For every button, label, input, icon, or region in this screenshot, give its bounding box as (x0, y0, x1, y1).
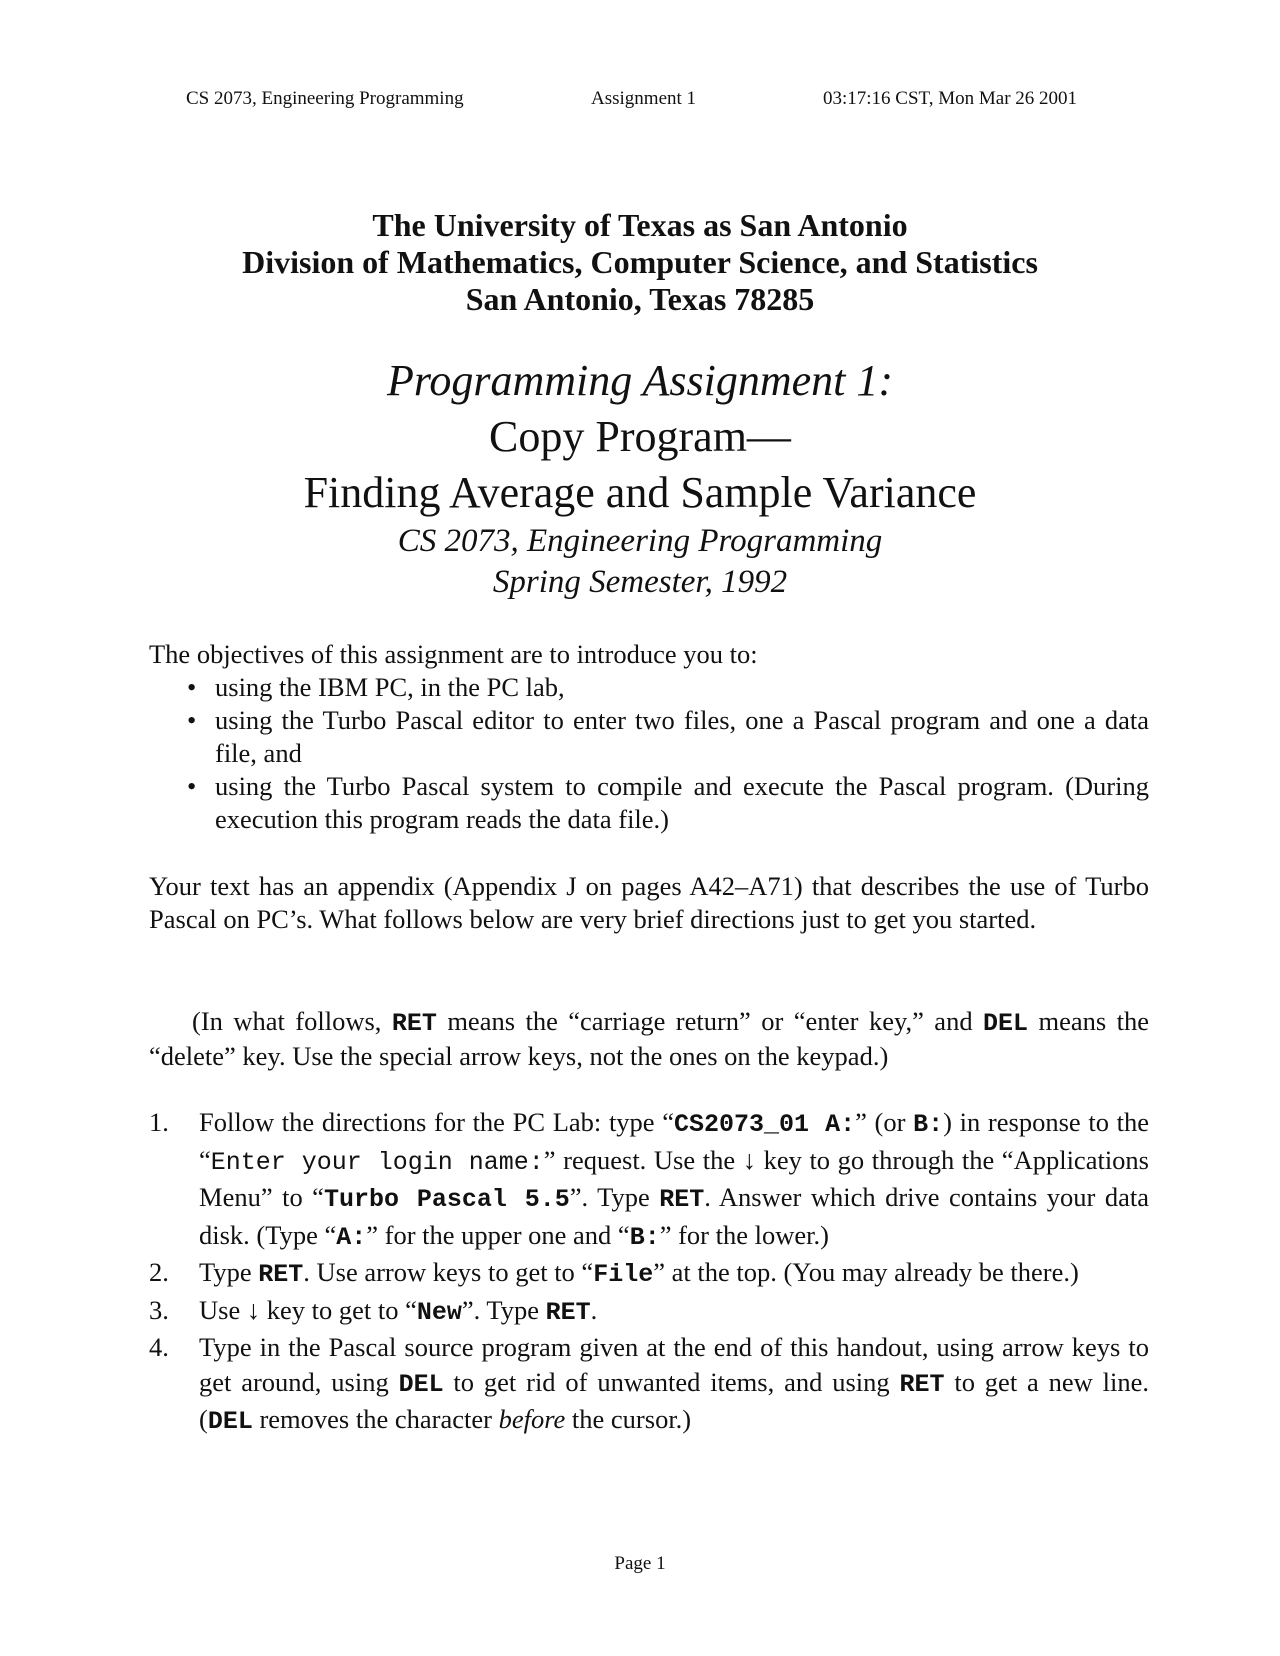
step-number: 1. (149, 1107, 169, 1137)
text-run: ”. Type (461, 1294, 546, 1325)
text-run: ” for the upper one and “ (366, 1219, 630, 1250)
text-run: ” at the top. (You may already be there.) (653, 1257, 1079, 1287)
text-run: ”. Type (569, 1182, 660, 1212)
ret-key-label: RET (545, 1297, 591, 1327)
running-header (186, 88, 1094, 114)
institution-address: San Antonio, Texas 78285 (465, 281, 815, 317)
list-item (149, 671, 1149, 704)
text-run: . Answer which drive contains your data disk. (Type “ (199, 1182, 1150, 1250)
text-run: ” (or (855, 1107, 914, 1137)
assignment-title: Programming Assignment 1: (387, 356, 893, 405)
bullet-icon: • (187, 672, 197, 702)
semester: Spring Semester, 1992 (492, 564, 788, 600)
bullet-icon: • (187, 705, 197, 735)
text-run: Type (199, 1257, 259, 1287)
step-4 (149, 1330, 1149, 1440)
text-run: to get rid of unwanted items, and using (443, 1366, 900, 1397)
step-2 (149, 1255, 1149, 1293)
assignment-subtitle-1: Copy Program— (489, 412, 791, 461)
text-run: . (590, 1294, 598, 1325)
header-course: CS 2073, Engineering Programming (186, 88, 464, 109)
login-code: CS2073_01 A: (674, 1110, 856, 1139)
step-number: 3. (149, 1294, 169, 1325)
text-run: ” request. Use the ↓ key to go through the “Applications Menu” to “ (199, 1144, 1149, 1212)
text-run: . Use arrow keys to get to “ (303, 1257, 594, 1287)
appendix-paragraph: Your text has an appendix (Appendix J on pages A42–A71) that describes the use of Turbo Pascal on PC’s. What follows below are very brief directions just to get you started. (149, 871, 1149, 934)
objective-text: using the Turbo Pascal editor to enter two files, one a Pascal program and one a data file, and (215, 705, 1149, 768)
institution-block (0, 207, 1280, 318)
ret-key-label: RET (899, 1369, 945, 1399)
del-key-label: DEL (398, 1369, 444, 1399)
step-3 (149, 1293, 1149, 1331)
objective-text: using the Turbo Pascal system to compile and execute the Pascal program. (During execution this program reads the data file.) (215, 771, 1149, 834)
institution-name: The University of Texas as San Antonio (372, 207, 908, 243)
steps-list (149, 1105, 1149, 1440)
text-run: Type in the Pascal source program given at the end of this handout, using arrow keys to get around, using (199, 1332, 1149, 1397)
objectives-section (149, 638, 1149, 836)
emphasis-before: before (498, 1404, 566, 1434)
drive-code: B: (913, 1110, 944, 1139)
course-name: CS 2073, Engineering Programming (397, 523, 883, 559)
text-run: removes the character (252, 1404, 499, 1434)
text-run: ” for the lower.) (659, 1219, 829, 1250)
text-run: (In what follows, (192, 1006, 392, 1036)
objectives-intro: The objectives of this assignment are to introduce you to: (149, 639, 758, 669)
drive-code: B: (629, 1222, 660, 1252)
header-assignment: Assignment 1 (591, 88, 697, 109)
drive-code: A: (336, 1222, 367, 1252)
text-run: ) in response to the “ (199, 1107, 1149, 1175)
page-number: Page 1 (614, 1553, 666, 1574)
text-run: the cursor.) (565, 1404, 692, 1434)
text-run: means the “delete” key. Use the special arrow keys, not the ones on the keypad.) (149, 1006, 1149, 1071)
list-item (149, 770, 1149, 836)
objectives-list (149, 671, 1149, 836)
ret-key-label: RET (659, 1185, 705, 1214)
new-menu-code: New (416, 1297, 462, 1327)
ret-key-label: RET (391, 1009, 437, 1038)
menu-item-code: Turbo Pascal 5.5 (323, 1185, 570, 1214)
text-run: to get a new line. ( (199, 1366, 1150, 1434)
text-run: means the “carriage return” or “enter key,” and (436, 1006, 984, 1036)
ret-key-label: RET (258, 1260, 304, 1289)
step-number: 4. (149, 1332, 169, 1362)
del-key-label: DEL (983, 1009, 1029, 1038)
text-run: Follow the directions for the PC Lab: type “ (199, 1107, 675, 1137)
text-run: Use ↓ key to get to “ (199, 1294, 417, 1325)
key-notation-paragraph (149, 1005, 1149, 1073)
step-number: 2. (149, 1257, 169, 1287)
header-timestamp: 03:17:16 CST, Mon Mar 26 2001 (823, 88, 1078, 109)
list-item (149, 704, 1149, 770)
institution-division: Division of Mathematics, Computer Science, and Statistics (242, 244, 1038, 280)
objective-text: using the IBM PC, in the PC lab, (215, 672, 565, 702)
login-prompt: Enter your login name: (210, 1147, 544, 1177)
step-1 (149, 1105, 1149, 1255)
bullet-icon: • (187, 771, 197, 801)
assignment-subtitle-2: Finding Average and Sample Variance (303, 468, 977, 517)
file-menu-code: File (593, 1260, 654, 1289)
title-block (0, 353, 1280, 603)
del-key-label: DEL (207, 1407, 253, 1436)
